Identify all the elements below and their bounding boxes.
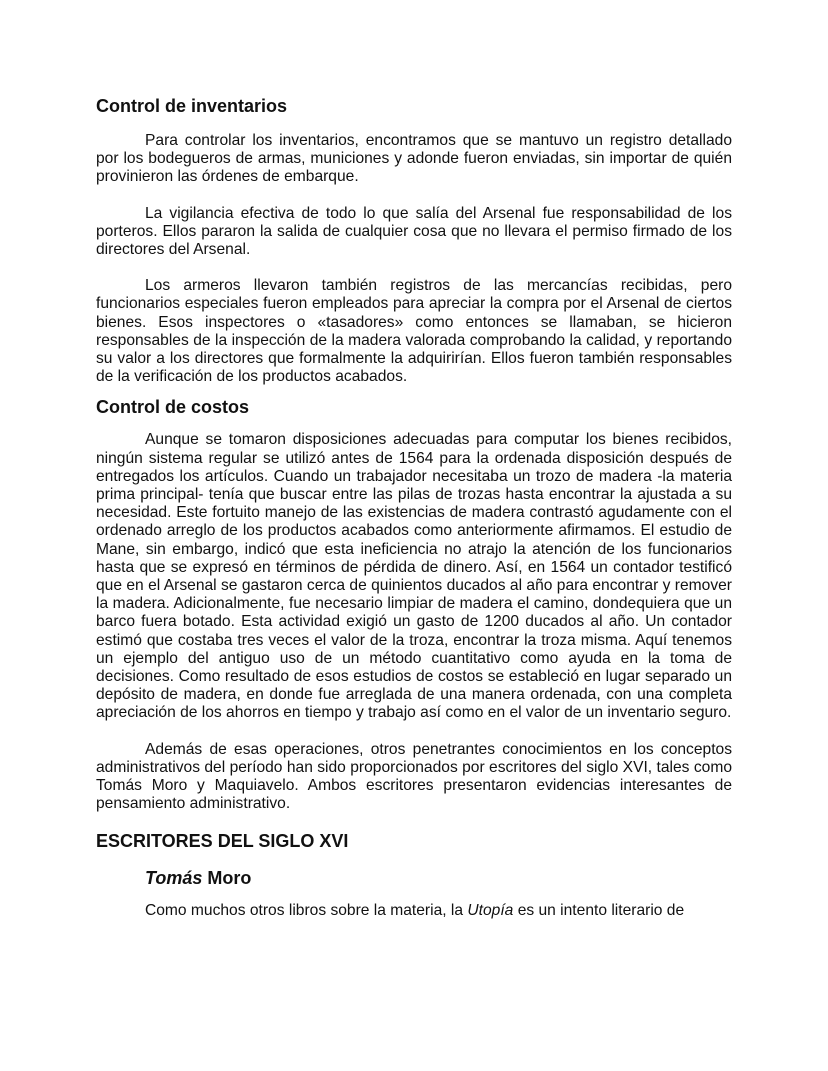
paragraph-costos-1: Aunque se tomaron disposiciones adecuadas para computar los bienes recibidos, ningún sistema regular se utilizó antes de 1564 para la ordenada disposición después de entregados los artículos. Cuando un trabajador necesitaba un trozo de madera -la materia prima principal- tenía que buscar entre las pilas de trozas hasta encontrar la ajustada a su necesidad. Este fortuito manejo de las existencias de madera contrastó agudamente con el ordenado arreglo de los productos acabados como anteriormente afirmamos. El estudio de Mane, sin embargo, indicó que esta ineficiencia no atrajo la atención de los funcionarios hasta que se expresó en términos de pérdida de dinero. Así, en 1564 un contador testificó que en el Arsenal se gastaron cerca de quinientos ducados al año para encontrar y remover la madera. Adicionalmente, fue necesario limpiar de madera el camino, dondequiera que un barco fuera botado. Esta actividad exigió un gasto de 1200 ducados al año. Un contador estimó que costaba tres veces el valor de la troza, encontrar la troza misma. Aquí tenemos un ejemplo del antiguo uso de un método cuantitativo como ayuda en la toma de decisiones. Como resultado de esos estudios de costos se estableció en lugar separado un depósito de madera, en donde fue arreglada de una manera ordenada, con una completa apreciación de los ahorros en tiempo y trabajo así como en el valor de un inventario seguro.: [96, 431, 732, 722]
paragraph-moro-before: Como muchos otros libros sobre la materia, la: [145, 901, 468, 919]
paragraph-inventarios-1: Para controlar los inventarios, encontramos que se mantuvo un registro detallado por los bodegueros de armas, municiones y adonde fueron enviadas, sin importar de quién provinieron las órdenes de embarque.: [96, 132, 732, 186]
section-heading-control-costos: Control de costos: [96, 397, 250, 418]
paragraph-inventarios-2: La vigilancia efectiva de todo lo que salía del Arsenal fue responsabilidad de los porteros. Ellos pararon la salida de cualquier cosa que no llevara el permiso firmado de los directores del Arsenal.: [96, 204, 732, 259]
paragraph-moro-intro: [96, 902, 732, 920]
paragraph-moro-after: es un intento literario de: [513, 901, 685, 919]
paragraph-costos-2: Además de esas operaciones, otros penetrantes conocimientos en los conceptos administrativos del período han sido proporcionados por escritores del siglo XVI, tales como Tomás Moro y Maquiavelo. Ambos escritores presentaron evidencias interesantes de pensamiento administrativo.: [96, 740, 732, 813]
subheading-rest-part: Moro: [202, 867, 252, 888]
book-title-utopia: Utopía: [467, 901, 514, 919]
section-heading-control-inventarios: Control de inventarios: [96, 96, 288, 116]
paragraph-inventarios-3: Los armeros llevaron también registros de las mercancías recibidas, pero funcionarios especiales fueron empleados para apreciar la compra por el Arsenal de ciertos bienes. Esos inspectores o «tasadores» como entonces se llamaban, se hicieron responsables de la inspección de la madera valorada comprobando la calidad, y reportando su valor a los directores que formalmente la adquirirían. Ellos fueron también responsables de la verificación de los productos acabados.: [96, 277, 732, 386]
section-heading-escritores: ESCRITORES DEL SIGLO XVI: [96, 830, 349, 851]
subsection-heading-tomas-moro: [96, 865, 732, 891]
document-page: [96, 93, 732, 920]
subheading-italic-part: Tomás: [145, 867, 203, 888]
